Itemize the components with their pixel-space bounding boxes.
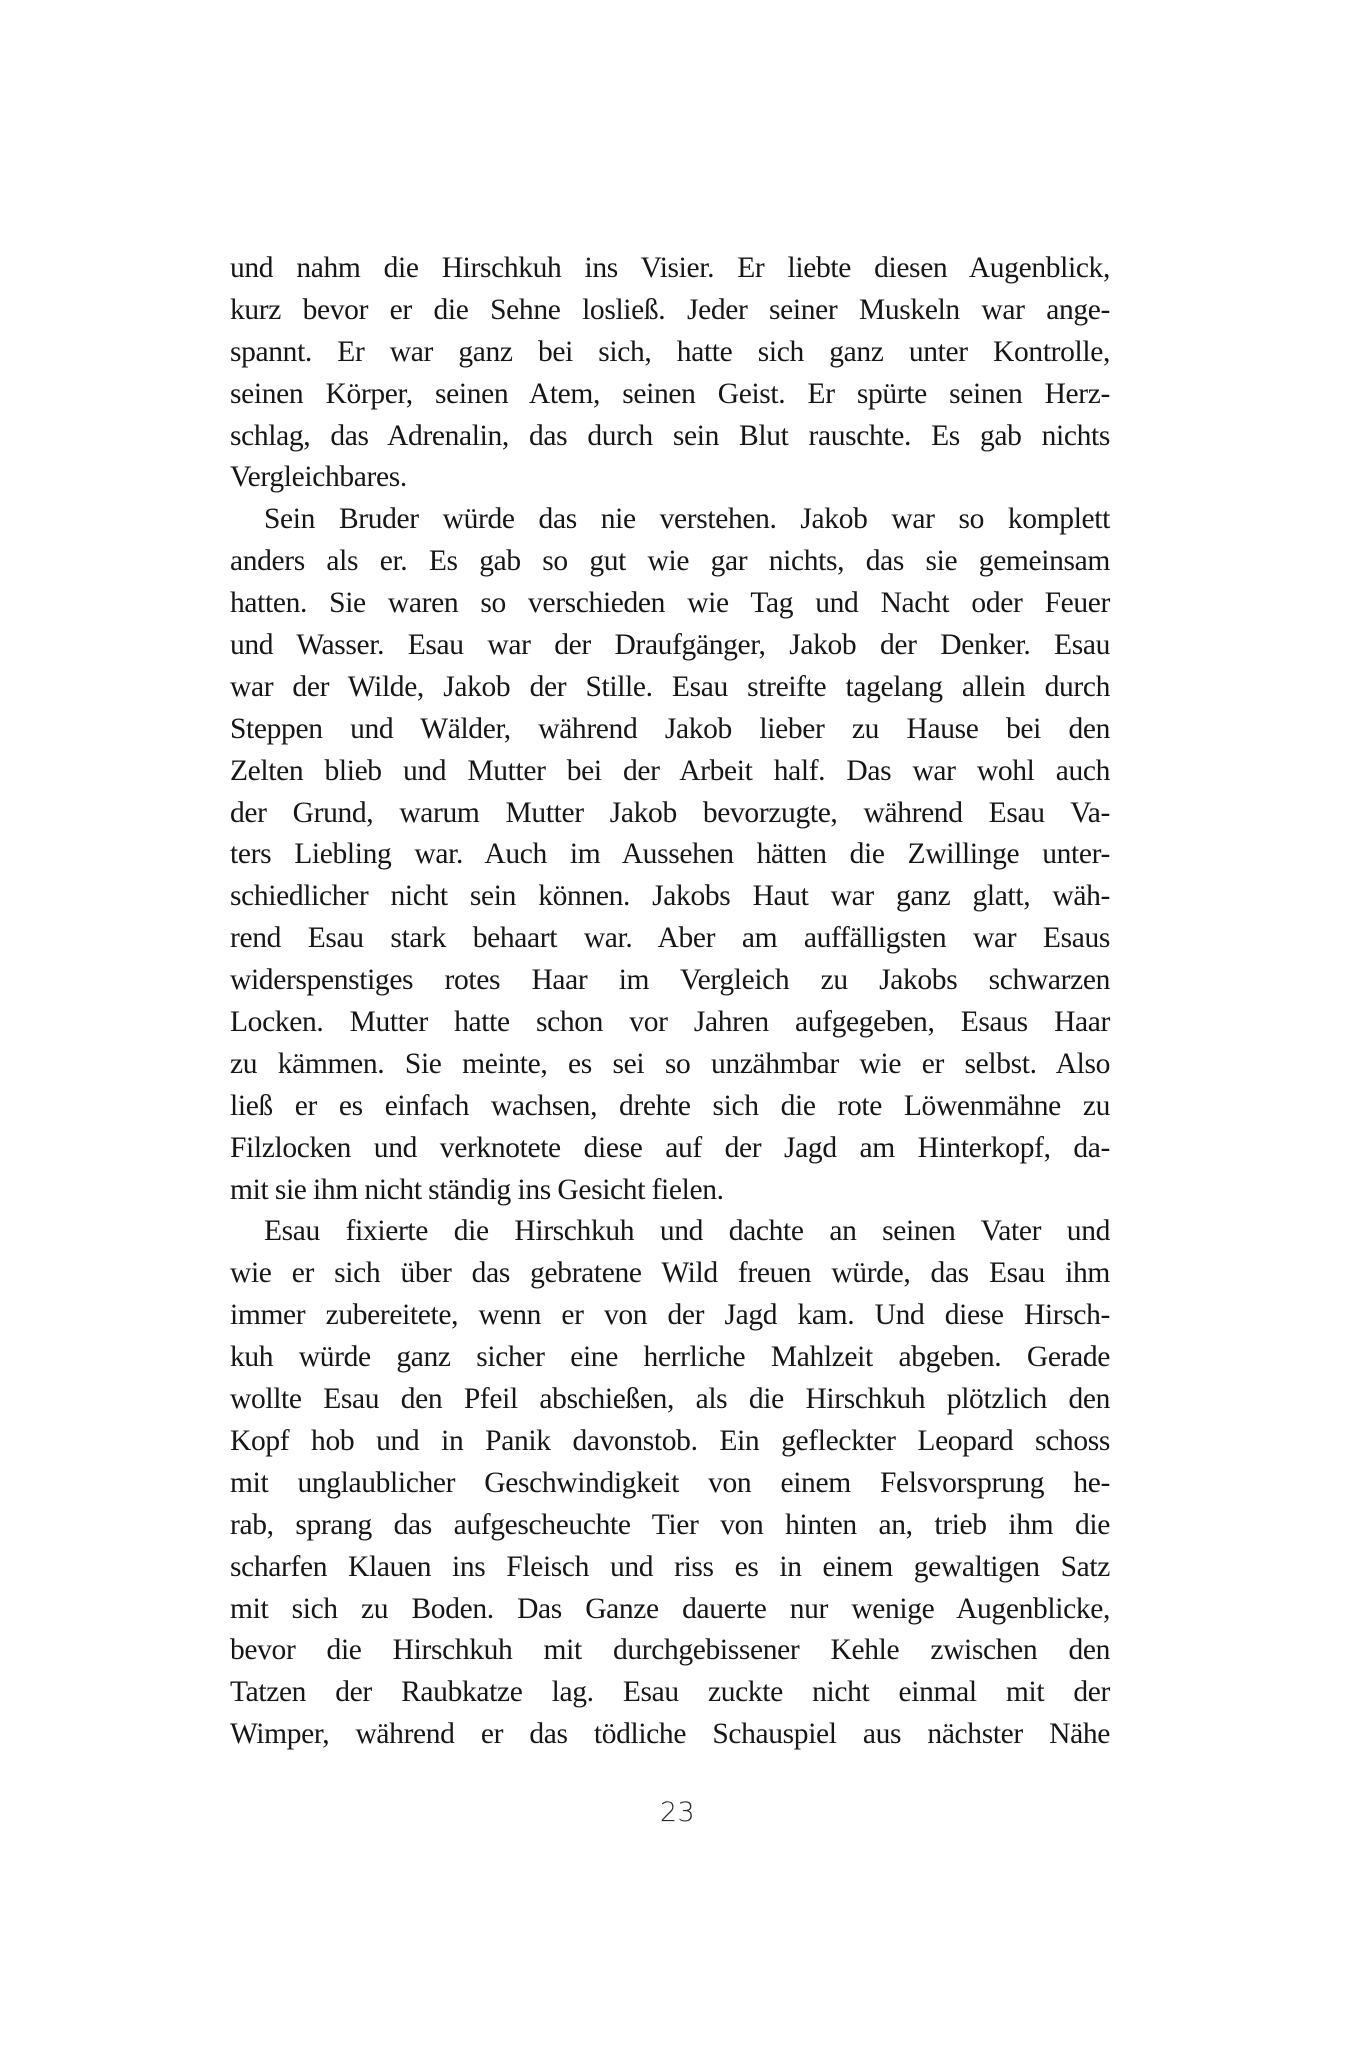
text-line: und nahm die Hirschkuh ins Visier. Er liebte diesen Augenblick, (230, 252, 1110, 284)
text-line: seinen Körper, seinen Atem, seinen Geist. Er spürte seinen Herz- (230, 377, 1110, 410)
text-line: Esau fixierte die Hirschkuh und dachte an seinen Vater und (264, 1215, 1110, 1248)
paragraph-2 (230, 499, 1110, 1211)
text-line: Zelten blieb und Mutter bei der Arbeit half. Das war wohl auch (230, 754, 1110, 787)
text-line: und Wasser. Esau war der Draufgänger, Jakob der Denker. Esau (230, 629, 1110, 662)
text-line: Sein Bruder würde das nie verstehen. Jakob war so komplett (264, 503, 1110, 536)
text-line: kuh würde ganz sicher eine herrliche Mahlzeit abgeben. Gerade (230, 1341, 1110, 1374)
body-text (230, 248, 1110, 1756)
text-line: schlag, das Adrenalin, das durch sein Blut rauschte. Es gab nichts (230, 419, 1110, 452)
text-line: spannt. Er war ganz bei sich, hatte sich ganz unter Kontrolle, (230, 335, 1110, 368)
text-line: hatten. Sie waren so verschieden wie Tag und Nacht oder Feuer (230, 587, 1110, 620)
text-line: zu kämmen. Sie meinte, es sei so unzähmbar wie er selbst. Also (230, 1047, 1110, 1080)
paragraph-3 (230, 1211, 1110, 1756)
text-line: der Grund, warum Mutter Jakob bevorzugte, während Esau Va- (230, 796, 1110, 829)
text-line: Wimper, während er das tödliche Schauspiel aus nächster Nähe (230, 1718, 1110, 1751)
text-line: rab, sprang das aufgescheuchte Tier von hinten an, trieb ihm die (230, 1508, 1110, 1541)
text-line: war der Wilde, Jakob der Stille. Esau streifte tagelang allein durch (230, 670, 1110, 703)
text-line: bevor die Hirschkuh mit durchgebissener Kehle zwischen den (230, 1634, 1110, 1667)
text-line: mit sie ihm nicht ständig ins Gesicht fielen. (230, 1173, 724, 1206)
paragraph-1 (230, 248, 1110, 499)
text-line: ließ er es einfach wachsen, drehte sich die rote Löwenmähne zu (230, 1089, 1110, 1122)
text-line: scharfen Klauen ins Fleisch und riss es in einem gewaltigen Satz (230, 1550, 1110, 1583)
text-line: ters Liebling war. Auch im Aussehen hätten die Zwillinge unter- (230, 838, 1110, 871)
text-line: Filzlocken und verknotete diese auf der Jagd am Hinterkopf, da- (230, 1131, 1110, 1164)
text-line: Steppen und Wälder, während Jakob lieber zu Hause bei den (230, 712, 1110, 745)
text-line: Locken. Mutter hatte schon vor Jahren aufgegeben, Esaus Haar (230, 1006, 1110, 1039)
text-line: anders als er. Es gab so gut wie gar nichts, das sie gemeinsam (230, 545, 1110, 578)
page-number: 23 (659, 1797, 696, 1828)
text-line: immer zubereitete, wenn er von der Jagd kam. Und diese Hirsch- (230, 1299, 1110, 1332)
text-line: rend Esau stark behaart war. Aber am auffälligsten war Esaus (230, 922, 1110, 955)
text-line: kurz bevor er die Sehne losließ. Jeder seiner Muskeln war ange- (230, 293, 1110, 326)
text-line: Kopf hob und in Panik davonstob. Ein gefleckter Leopard schoss (230, 1424, 1110, 1457)
text-line: wollte Esau den Pfeil abschießen, als die Hirschkuh plötzlich den (230, 1383, 1110, 1416)
text-line: Tatzen der Raubkatze lag. Esau zuckte nicht einmal mit der (230, 1676, 1110, 1709)
text-line: Vergleichbares. (230, 461, 407, 494)
text-line: mit sich zu Boden. Das Ganze dauerte nur wenige Augenblicke, (230, 1592, 1110, 1625)
text-line: mit unglaublicher Geschwindigkeit von einem Felsvorsprung he- (230, 1466, 1110, 1499)
text-line: wie er sich über das gebratene Wild freuen würde, das Esau ihm (230, 1257, 1110, 1290)
text-line: schiedlicher nicht sein können. Jakobs Haut war ganz glatt, wäh- (230, 880, 1110, 913)
text-line: widerspenstiges rotes Haar im Vergleich zu Jakobs schwarzen (230, 964, 1110, 997)
